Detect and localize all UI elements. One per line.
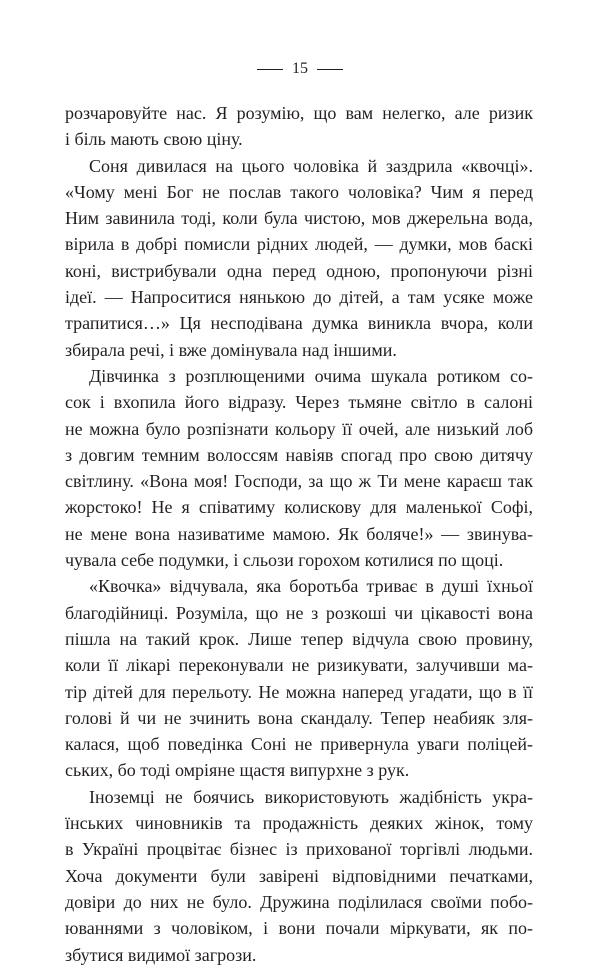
- page-header: [0, 60, 600, 78]
- text-line: «Чому мені Бог не послав такого чоловіка? Чим я перед: [65, 181, 533, 202]
- text-line: Соня дивилася на цього чоловіка й заздрила «квочці».: [89, 155, 533, 176]
- text-line: коні, вистрибували одна перед одною, пропонуючи різні: [65, 260, 533, 281]
- text-line: Іноземці не боячись використовують жадібність укра-: [89, 786, 533, 807]
- text-line: трапитися…» Ця несподівана думка виникла вчора, коли: [65, 313, 533, 334]
- paragraph: [65, 784, 533, 968]
- text-line: світлину. «Вона моя! Господи, за що ж Ти мене караєш так: [65, 471, 533, 492]
- text-line: чувала себе подумки, і сльози горохом котилися по щоці.: [65, 550, 504, 571]
- text-line: в Україні процвітає бізнес із прихованої торгівлі людьми.: [65, 839, 533, 860]
- paragraph: [65, 100, 533, 153]
- paragraph: [65, 363, 533, 573]
- body-text: [65, 100, 533, 968]
- text-line: голові й чи не зчинить вона скандалу. Тепер неабияк зля-: [65, 707, 533, 728]
- text-line: Хоча документи були завірені відповідними печатками,: [65, 865, 533, 886]
- text-line: не мене вона називатиме мамою. Як боляче!» — звинува-: [65, 523, 533, 544]
- paragraph: [65, 573, 533, 783]
- text-line: збутися видимої загрози.: [65, 944, 257, 965]
- text-line: калася, щоб поведінка Соні не привернула уваги поліцей-: [65, 734, 533, 755]
- text-line: з довгим темним волоссям навіяв спогад про свою дитячу: [65, 444, 533, 465]
- text-line: Дівчинка з розплющеними очима шукала ротиком со-: [89, 365, 533, 386]
- text-line: розчаровуйте нас. Я розумію, що вам нелегко, але ризик: [65, 103, 533, 123]
- text-line: збирала речі, і вже домінувала над іншими.: [65, 339, 397, 360]
- text-line: «Квочка» відчувала, яка боротьба триває в душі їхньої: [89, 576, 533, 597]
- text-line: коли її лікарі переконували не ризикувати, залучивши ма-: [65, 655, 533, 676]
- paragraph: [65, 153, 533, 363]
- text-line: Ним завинила тоді, коли була чистою, мов джерельна вода,: [65, 208, 533, 229]
- text-line: пішла на такий крок. Лише тепер відчула свою провину,: [65, 628, 533, 649]
- text-line: вірила в добрі помисли рідних людей, — думки, мов баскі: [65, 234, 533, 255]
- text-line: благодійниці. Розуміла, що не з розкоші чи цікавості вона: [65, 602, 533, 623]
- text-line: ських, бо тоді омріяне щастя випурхне з рук.: [65, 760, 410, 781]
- text-line: юваннями з чоловіком, і вони почали міркувати, як по-: [65, 918, 533, 939]
- text-line: їнських чиновників та продажність деяких жінок, тому: [65, 813, 533, 834]
- text-line: жорстоко! Не я співатиму колискову для маленької Софі,: [65, 497, 533, 518]
- header-rule-right: [317, 69, 343, 70]
- text-line: довіри до них не було. Дружина поділилася своїми побо-: [65, 891, 533, 912]
- text-line: сок і вхопила його відразу. Через тьмяне світло в салоні: [65, 392, 533, 413]
- header-rule-left: [257, 69, 283, 70]
- page-number: 15: [292, 60, 308, 77]
- text-line: не можна було розпізнати кольору її очей, але низький лоб: [65, 418, 533, 439]
- text-line: ідеї. — Напроситися нянькою до дітей, а там усяке може: [65, 287, 533, 308]
- text-line: тір дітей для перельоту. Не можна наперед угадати, що в її: [65, 681, 533, 702]
- text-line: і біль мають свою ціну.: [65, 129, 243, 150]
